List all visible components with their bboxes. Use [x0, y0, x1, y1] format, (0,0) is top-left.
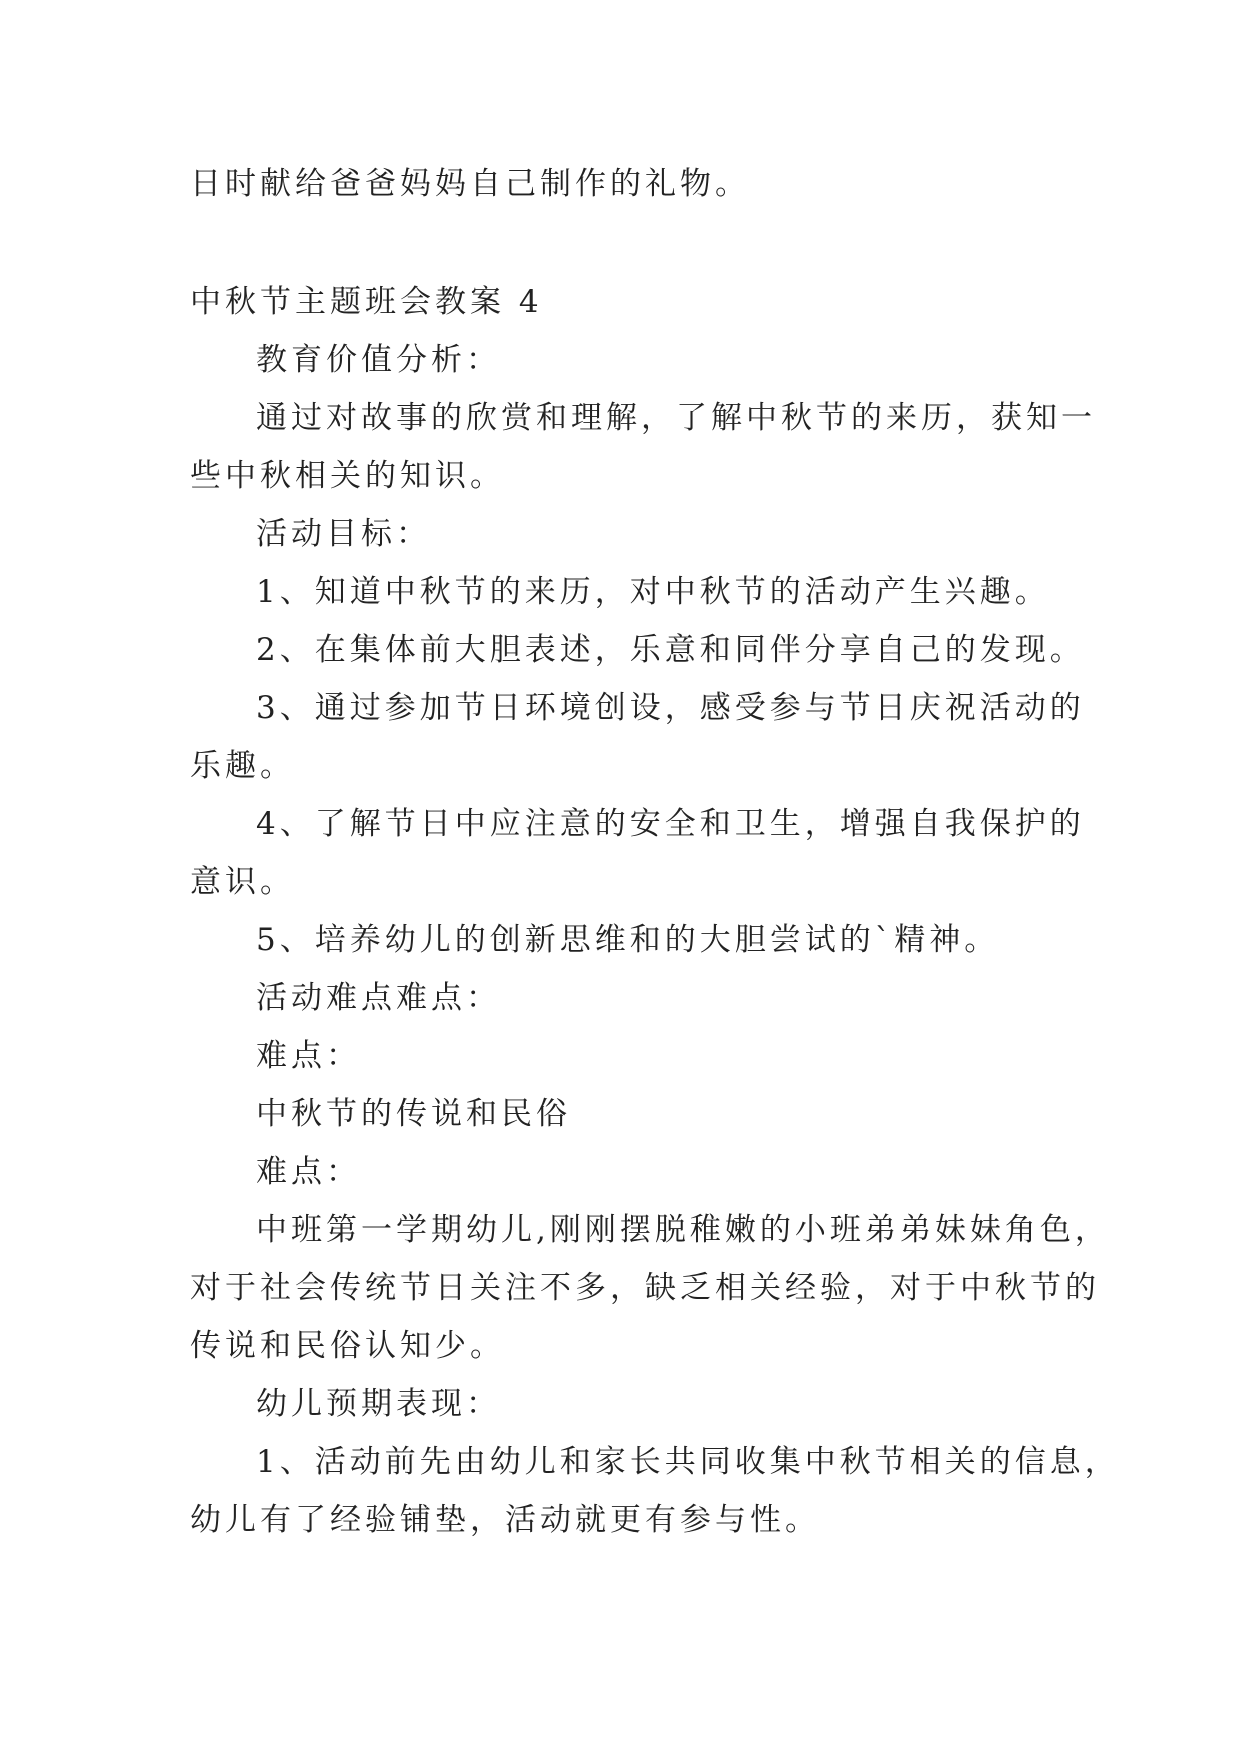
subheading-difficulties: 活动难点难点：	[256, 980, 501, 1016]
subheading-expected-performance: 幼儿预期表现：	[256, 1386, 501, 1422]
list-item: 4、了解节日中应注意的安全和卫生，增强自我保护的	[256, 806, 1085, 842]
paragraph-line: 乐趣。	[190, 748, 295, 784]
list-item: 1、知道中秋节的来历，对中秋节的活动产生兴趣。	[256, 574, 1050, 610]
paragraph-line: 意识。	[190, 864, 295, 900]
subheading-education-value: 教育价值分析：	[256, 342, 501, 378]
paragraph-line: 幼儿有了经验铺垫，活动就更有参与性。	[190, 1502, 820, 1538]
subheading-difficulty: 难点：	[256, 1038, 361, 1074]
subheading-difficulty: 难点：	[256, 1154, 361, 1190]
paragraph-line: 传说和民俗认知少。	[190, 1328, 505, 1364]
paragraph-line: 日时献给爸爸妈妈自己制作的礼物。	[190, 166, 750, 202]
paragraph-line: 通过对故事的欣赏和理解，了解中秋节的来历，获知一	[256, 400, 1096, 436]
paragraph-line: 中班第一学期幼儿,刚刚摆脱稚嫩的小班弟弟妹妹角色，	[256, 1212, 1110, 1248]
subheading-activity-goals: 活动目标：	[256, 516, 431, 552]
list-item: 1、活动前先由幼儿和家长共同收集中秋节相关的信息，	[256, 1444, 1120, 1480]
paragraph-line: 些中秋相关的知识。	[190, 458, 505, 494]
section-heading: 中秋节主题班会教案 4	[190, 284, 543, 320]
paragraph-line: 中秋节的传说和民俗	[256, 1096, 571, 1132]
list-item: 2、在集体前大胆表述，乐意和同伴分享自己的发现。	[256, 632, 1085, 668]
list-item: 3、通过参加节日环境创设，感受参与节日庆祝活动的	[256, 690, 1085, 726]
paragraph-line: 对于社会传统节日关注不多，缺乏相关经验，对于中秋节的	[190, 1270, 1100, 1306]
list-item: 5、培养幼儿的创新思维和的大胆尝试的`精神。	[256, 922, 1000, 958]
